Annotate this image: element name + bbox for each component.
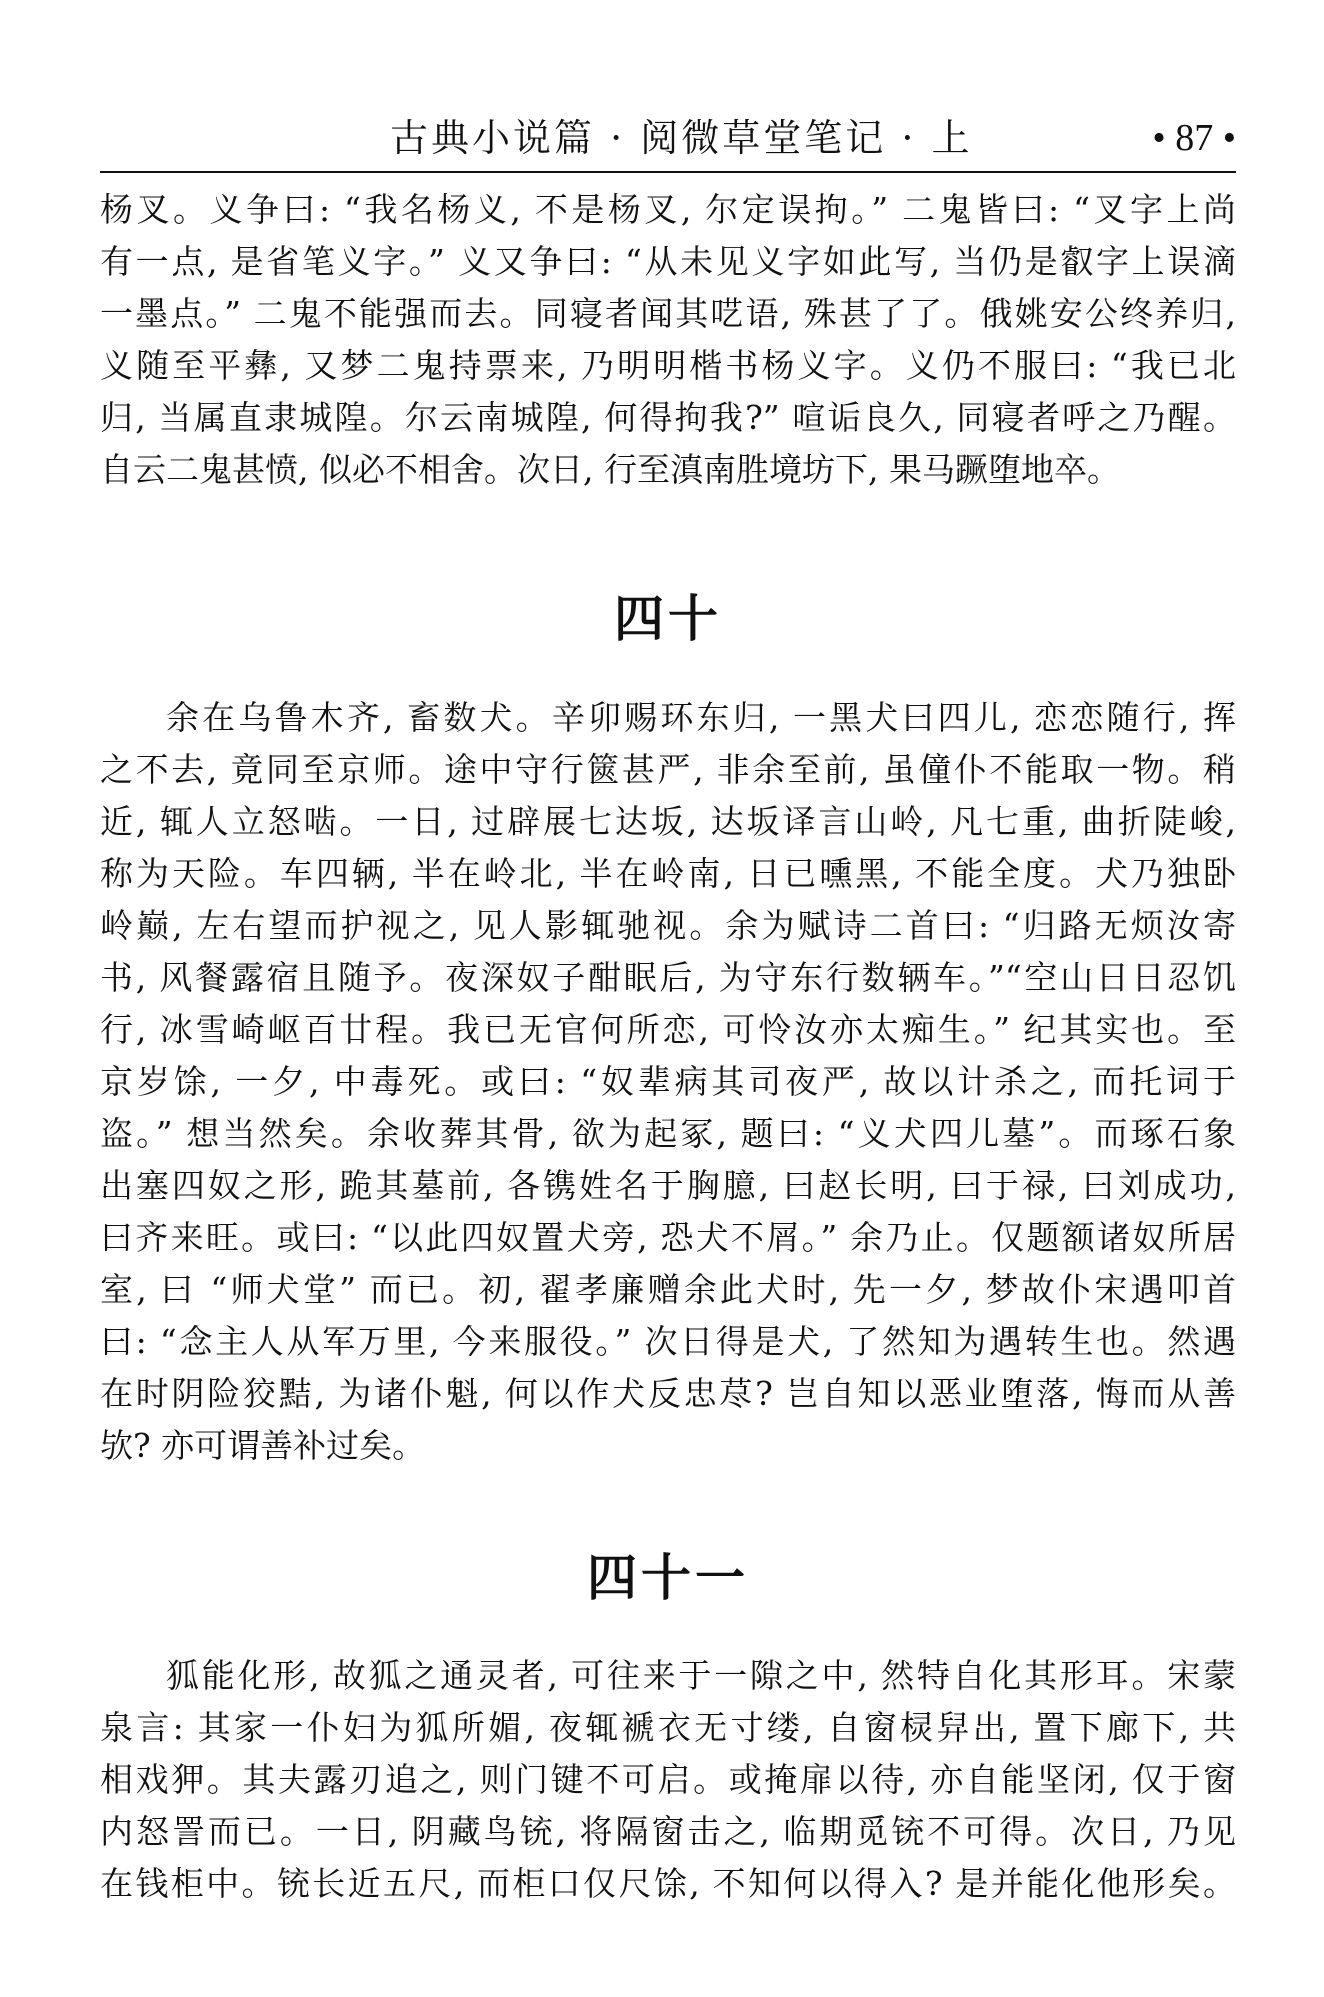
text-line: 余在乌鲁木齐, 畜数犬。辛卯赐环东归, 一黑犬曰四儿, 恋恋随行, 挥: [166, 698, 1236, 737]
text-line: 曰齐来旺。或曰: “以此四奴置犬旁, 恐犬不屑。” 余乃止。仅题额诸奴所居: [100, 1218, 1236, 1257]
text-line: 泉言: 其家一仆妇为狐所媚, 夜辄褫衣无寸缕, 自窗棂舁出, 置下廊下, 共: [100, 1708, 1236, 1747]
text-line: 京岁馀, 一夕, 中毒死。或曰: “奴辈病其司夜严, 故以计杀之, 而托词于: [100, 1062, 1236, 1101]
text-line: 岭巅, 左右望而护视之, 见人影辄驰视。余为赋诗二首曰: “归路无烦汝寄: [100, 906, 1236, 945]
text-line: 书, 风餐露宿且随予。夜深奴子酣眠后, 为守东行数辆车。”“空山日日忍饥: [100, 958, 1236, 997]
text-line: 相戏狎。其夫露刃追之, 则门键不可启。或掩扉以待, 亦自能坚闭, 仅于窗: [100, 1760, 1236, 1799]
text-line: 有一点, 是省笔义字。” 义又争曰: “从未见义字如此写, 当仍是叡字上误滴: [100, 242, 1236, 281]
text-line: 杨叉。义争曰: “我名杨义, 不是杨叉, 尔定误拘。” 二鬼皆曰: “叉字上尚: [100, 190, 1236, 229]
header-title: 古典小说篇 · 阅微草堂笔记 · 上: [390, 116, 973, 160]
section-heading-40: 四十: [614, 590, 722, 648]
text-line: 行, 冰雪崎岖百廿程。我已无官何所恋, 可怜汝亦太痴生。” 纪其实也。至: [100, 1010, 1236, 1049]
text-line: 在钱柜中。铳长近五尺, 而柜口仅尺馀, 不知何以得入? 是并能化他形矣。: [100, 1864, 1236, 1903]
text-line: 归, 当属直隶城隍。尔云南城隍, 何得拘我?” 喧诟良久, 同寝者呼之乃醒。: [100, 398, 1236, 437]
text-line: 内怒詈而已。一日, 阴藏鸟铳, 将隔窗击之, 临期觅铳不可得。次日, 乃见: [100, 1812, 1236, 1851]
text-line: 之不去, 竟同至京师。途中守行篋甚严, 非余至前, 虽僮仆不能取一物。稍: [100, 750, 1236, 789]
text-line: 狐能化形, 故狐之通灵者, 可往来于一隙之中, 然特自化其形耳。宋蒙: [166, 1656, 1236, 1695]
section-40-paragraph: [100, 692, 1236, 1472]
text-line: 盗。” 想当然矣。余收葬其骨, 欲为起冢, 题曰: “义犬四儿墓”。而琢石象: [100, 1114, 1236, 1153]
section-41-paragraph: [100, 1650, 1236, 1910]
running-header: [100, 108, 1236, 168]
text-line: 欤? 亦可谓善补过矣。: [100, 1426, 426, 1465]
text-line: 出塞四奴之形, 跪其墓前, 各镌姓名于胸臆, 曰赵长明, 曰于禄, 曰刘成功,: [100, 1166, 1236, 1205]
text-line: 称为天险。车四辆, 半在岭北, 半在岭南, 日已曛黑, 不能全度。犬乃独卧: [100, 854, 1236, 893]
header-rule: [100, 171, 1236, 173]
continuation-paragraph: [100, 184, 1236, 496]
text-line: 曰: “念主人从军万里, 今来服役。” 次日得是犬, 了然知为遇转生也。然遇: [100, 1322, 1236, 1361]
text-line: 室, 曰 “师犬堂” 而已。初, 翟孝廉赠余此犬时, 先一夕, 梦故仆宋遇叩首: [100, 1270, 1236, 1309]
page-number: • 87 •: [1152, 117, 1236, 159]
text-line: 义随至平彝, 又梦二鬼持票来, 乃明明楷书杨义字。义仍不服曰: “我已北: [100, 346, 1236, 385]
section-heading-41: 四十一: [587, 1549, 749, 1607]
text-line: 近, 辄人立怒啮。一日, 过辟展七达坂, 达坂译言山岭, 凡七重, 曲折陡峻,: [100, 802, 1236, 841]
text-line: 自云二鬼甚愤, 似必不相舍。次日, 行至滇南胜境坊下, 果马蹶堕地卒。: [100, 450, 1120, 489]
text-line: 在时阴险狡黠, 为诸仆魁, 何以作犬反忠荩? 岂自知以恶业堕落, 悔而从善: [100, 1374, 1236, 1413]
text-line: 一墨点。” 二鬼不能强而去。同寝者闻其呓语, 殊甚了了。俄姚安公终养归,: [100, 294, 1236, 333]
